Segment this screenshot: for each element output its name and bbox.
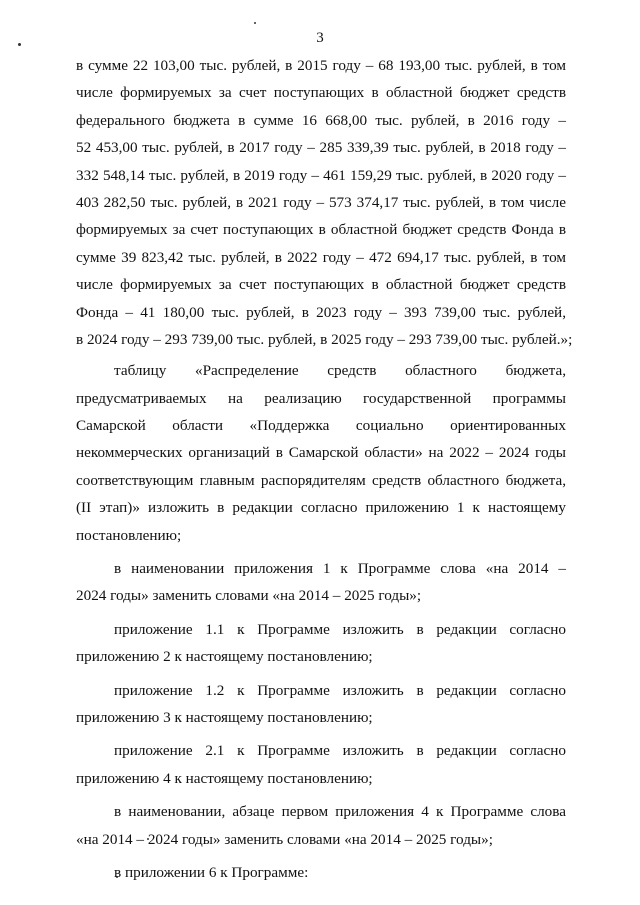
scan-speck [18,43,21,46]
scan-speck [254,22,256,24]
text-line: в наименовании приложения 1 к Программе слова «на 2014 – [114,560,566,578]
text-line: соответствующим главным распорядителям средств областного бюджета, [76,471,566,489]
text-line: приложению 4 к настоящему постановлению; [76,769,373,787]
body-text [76,52,573,886]
text-line: в 2024 году – 293 739,00 тыс. рублей, в 2025 году – 293 739,00 тыс. рублей.»; [76,330,573,348]
text-line: 2024 годы» заменить словами «на 2014 – 2025 годы»; [76,587,422,605]
text-line: в сумме 22 103,00 тыс. рублей, в 2015 году – 68 193,00 тыс. рублей, в том [76,57,566,74]
text-line: числе формируемых за счет поступающих в областной бюджет средств [76,84,566,102]
text-line: формируемых за счет поступающих в областной бюджет средств Фонда в [76,221,566,239]
text-line: Самарской области «Поддержка социально ориентированных [76,417,566,435]
text-line: приложение 1.1 к Программе изложить в редакции согласно [114,620,566,638]
text-line: (II этап)» изложить в редакции согласно приложению 1 к настоящему [76,499,566,517]
text-line: в приложении 6 к Программе: [114,863,309,881]
text-line: предусматриваемых на реализацию государственной программы [76,389,566,407]
text-line: в наименовании, абзаце первом приложения 4 к Программе слова [114,803,566,821]
text-line: 403 282,50 тыс. рублей, в 2021 году – 573 374,17 тыс. рублей, в том числе [76,193,566,211]
page-number: 3 [316,30,324,46]
text-line: приложение 2.1 к Программе изложить в редакции согласно [114,742,566,760]
text-line: постановлению; [76,526,182,544]
text-line: приложению 3 к настоящему постановлению; [76,708,373,726]
text-line: 52 453,00 тыс. рублей, в 2017 году – 285 339,39 тыс. рублей, в 2018 году – [76,139,566,157]
text-line: «на 2014 – 2024 годы» заменить словами «на 2014 – 2025 годы»; [76,830,493,848]
text-line: числе формируемых за счет поступающих в областной бюджет средств [76,276,566,294]
text-line: таблицу «Распределение средств областного бюджета, [114,362,566,380]
text-line: приложение 1.2 к Программе изложить в редакции согласно [114,681,566,699]
text-line: приложению 2 к настоящему постановлению; [76,648,373,666]
text-line: федерального бюджета в сумме 16 668,00 тыс. рублей, в 2016 году – [76,111,566,129]
text-line: Фонда – 41 180,00 тыс. рублей, в 2023 году – 393 739,00 тыс. рублей, [76,303,566,321]
text-line: некоммерческих организаций в Самарской области» на 2022 – 2024 годы [76,444,566,462]
text-line: 332 548,14 тыс. рублей, в 2019 году – 461 159,29 тыс. рублей, в 2020 году – [76,166,566,184]
text-line: сумме 39 823,42 тыс. рублей, в 2022 году – 472 694,17 тыс. рублей, в том [76,248,566,266]
